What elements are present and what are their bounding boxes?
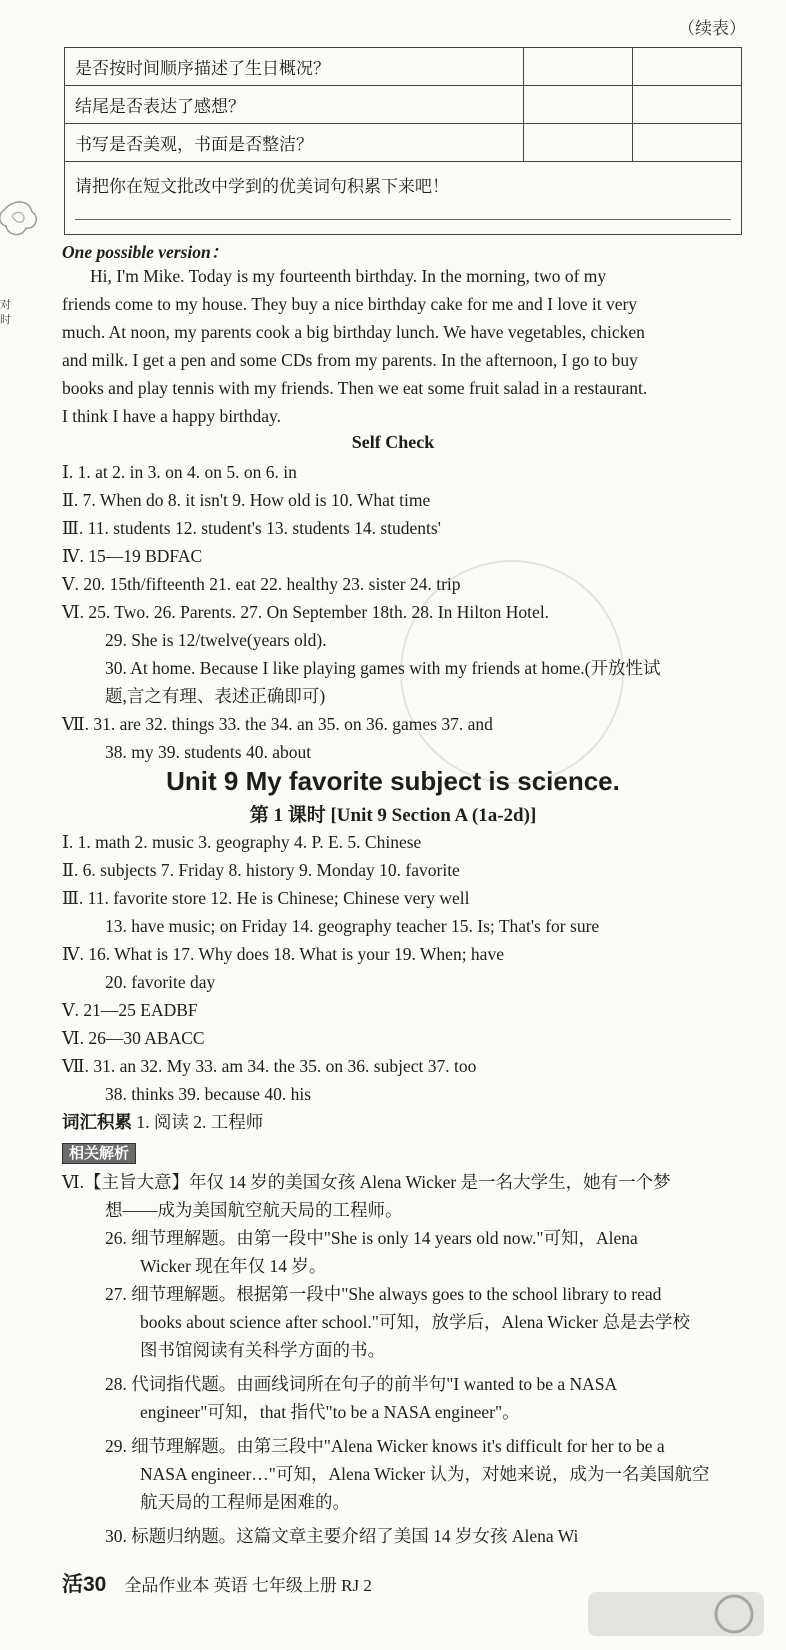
analysis-tag [62, 1142, 136, 1163]
analysis-line: Wicker 现在年仅 14 岁。 [140, 1256, 327, 1276]
essay-line: and milk. I get a pen and some CDs from my parents. In the afternoon, I go to buy [62, 350, 638, 370]
flower-doodle-icon [0, 190, 42, 250]
check-cell[interactable] [633, 48, 742, 86]
essay-line: friends come to my house. They buy a nice birthday cake for me and I love it very [62, 294, 638, 314]
answer-line: Ⅳ. 15—19 BDFAC [62, 546, 203, 566]
answer-line: Ⅵ. 26—30 ABACC [62, 1028, 205, 1048]
answer-line: 38. thinks 39. because 40. his [105, 1084, 312, 1104]
analysis-line: Ⅵ.【主旨大意】年仅 14 岁的美国女孩 Alena Wicker 是一名大学生，她有一个梦 [62, 1172, 671, 1192]
answer-line: Ⅵ. 25. Two. 26. Parents. 27. On September 18th. 28. In Hilton Hotel. [62, 602, 550, 622]
essay-line: Hi, I'm Mike. Today is my fourteenth birthday. In the morning, two of my [90, 266, 607, 286]
table-row [65, 124, 742, 162]
answer-line: Ⅱ. 6. subjects 7. Friday 8. history 9. Monday 10. favorite [62, 860, 460, 880]
answer-line: Ⅴ. 21—25 EADBF [62, 1000, 198, 1020]
analysis-line: 28. 代词指代题。由画线词所在句子的前半句"I wanted to be a NASA [105, 1374, 618, 1394]
check-cell[interactable] [524, 86, 633, 124]
table-cell: 是否按时间顺序描述了生日概况？ [65, 48, 524, 86]
check-cell[interactable] [633, 124, 742, 162]
evaluation-table [64, 47, 742, 235]
self-check-title: Self Check [351, 432, 435, 452]
margin-char: 对 [0, 299, 11, 311]
essay-line: books and play tennis with my friends. Then we eat some fruit salad in a restaurant. [62, 378, 648, 398]
answer-line: Ⅰ. 1. at 2. in 3. on 4. on 5. on 6. in [62, 462, 297, 482]
answer-line: Ⅴ. 20. 15th/fifteenth 21. eat 22. healthy 23. sister 24. trip [62, 574, 461, 594]
check-cell[interactable] [633, 86, 742, 124]
analysis-line: NASA engineer…"可知，Alena Wicker 认为，对她来说，成为一名美国航空 [140, 1464, 710, 1484]
book-title: 全品作业本 英语 七年级上册 RJ 2 [124, 1576, 372, 1595]
margin-char: 时 [0, 314, 11, 326]
vocab-answers: 1. 阅读 2. 工程师 [136, 1112, 264, 1132]
answer-line: Ⅳ. 16. What is 17. Why does 18. What is your 19. When; have [62, 944, 504, 964]
answer-line: 38. my 39. students 40. about [105, 742, 312, 762]
page-number: 活30 [62, 1573, 107, 1596]
unit-title: Unit 9 My favorite subject is science. [166, 766, 620, 796]
answer-line: 20. favorite day [105, 972, 216, 992]
analysis-line: engineer"可知，that 指代"to be a NASA engineer"。 [140, 1402, 520, 1422]
table-row [65, 86, 742, 124]
analysis-tag-label: 相关解析 [62, 1143, 136, 1164]
answer-line: Ⅶ. 31. an 32. My 33. am 34. the 35. on 36. subject 37. too [62, 1056, 477, 1076]
answer-line: Ⅱ. 7. When do 8. it isn't 9. How old is 10. What time [62, 490, 431, 510]
analysis-line: 30. 标题归纳题。这篇文章主要介绍了美国 14 岁女孩 Alena Wi [105, 1526, 579, 1546]
notes-cell[interactable] [65, 162, 742, 235]
analysis-line: 图书馆阅读有关科学方面的书。 [140, 1340, 385, 1360]
notes-prompt: 请把你在短文批改中学到的优美词句积累下来吧！ [75, 177, 449, 196]
analysis-line: 航天局的工程师是困难的。 [140, 1492, 350, 1512]
answer-line: 题,言之有理、表述正确即可) [105, 686, 326, 706]
table-cell: 结尾是否表达了感想？ [65, 86, 524, 124]
table-cell: 书写是否美观，书面是否整洁？ [65, 124, 524, 162]
lesson-title: 第 1 课时 [Unit 9 Section A (1a-2d)] [249, 805, 537, 826]
analysis-line: 27. 细节理解题。根据第一段中"She always goes to the school library to read [105, 1284, 662, 1304]
answer-line: 13. have music; on Friday 14. geography teacher 15. Is; That's for sure [105, 916, 600, 936]
vocab-line [62, 1108, 263, 1136]
writing-line [75, 219, 731, 220]
table-row [65, 48, 742, 86]
essay-line: I think I have a happy birthday. [62, 406, 282, 426]
check-cell[interactable] [524, 124, 633, 162]
answer-line: Ⅰ. 1. math 2. music 3. geography 4. P. E. 5. Chinese [62, 832, 422, 852]
essay-line: much. At noon, my parents cook a big birthday lunch. We have vegetables, chicken [62, 322, 645, 342]
answer-line: 30. At home. Because I like playing games with my friends at home.(开放性试 [105, 658, 661, 678]
answer-line: Ⅶ. 31. are 32. things 33. the 34. an 35. on 36. games 37. and [62, 714, 493, 734]
analysis-line: 想——成为美国航空航天局的工程师。 [105, 1200, 403, 1220]
analysis-line: 26. 细节理解题。由第一段中"She is only 14 years old now."可知，Alena [105, 1228, 638, 1248]
answer-line: Ⅲ. 11. students 12. student's 13. students 14. students' [62, 518, 441, 538]
page-footer [62, 1568, 372, 1598]
vocab-label: 词汇积累 [62, 1112, 132, 1132]
continued-label: （续表） [678, 19, 746, 38]
answer-line: 29. She is 12/twelve(years old). [105, 630, 327, 650]
essay-label: One possible version： [62, 242, 229, 262]
site-watermark-logo [586, 1588, 766, 1640]
analysis-line: books about science after school."可知，放学后，Alena Wicker 总是去学校 [140, 1312, 690, 1332]
check-cell[interactable] [524, 48, 633, 86]
answer-line: Ⅲ. 11. favorite store 12. He is Chinese; Chinese very well [62, 888, 470, 908]
analysis-line: 29. 细节理解题。由第三段中"Alena Wicker knows it's difficult for her to be a [105, 1436, 665, 1456]
